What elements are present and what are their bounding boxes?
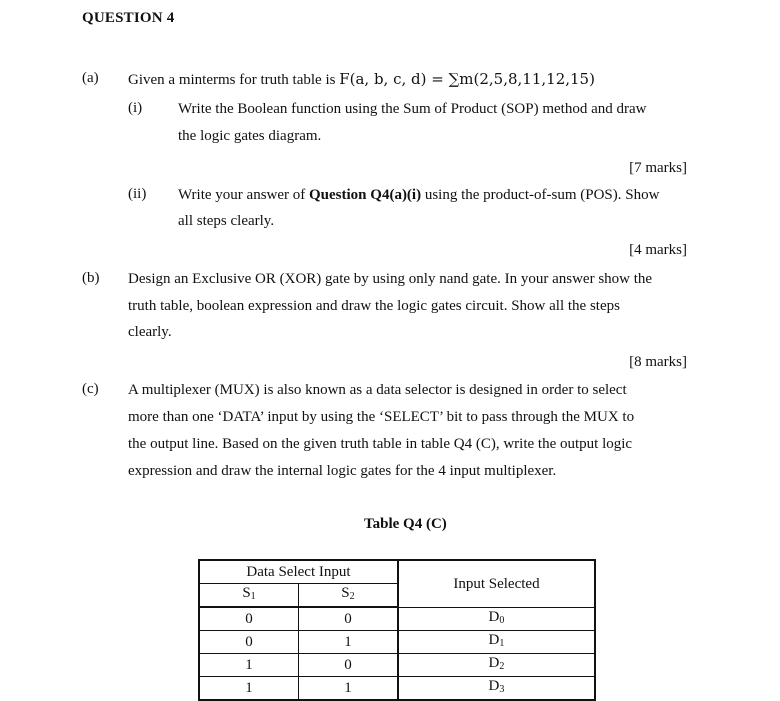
s1-cell: 0 bbox=[199, 630, 298, 653]
data-select-input-header: Data Select Input bbox=[199, 560, 398, 584]
part-c-line4: expression and draw the internal logic gates for the 4 input multiplexer. bbox=[128, 463, 557, 479]
s2-cell: 1 bbox=[298, 676, 397, 700]
part-a-i-marks: [7 marks] bbox=[629, 160, 687, 176]
input-selected-header: Input Selected bbox=[398, 560, 595, 607]
part-a-label: (a) bbox=[82, 70, 99, 86]
input-cell bbox=[398, 630, 595, 653]
part-a-ii-label: (ii) bbox=[128, 186, 147, 202]
part-c-line2: more than one ‘DATA’ input by using the ‘SELECT’ bit to pass through the MUX to bbox=[128, 409, 635, 425]
part-c-label: (c) bbox=[82, 381, 99, 397]
mux-truth-table bbox=[198, 559, 596, 701]
part-a-i-line2: the logic gates diagram. bbox=[178, 128, 322, 144]
question-title: QUESTION 4 bbox=[82, 10, 175, 26]
part-b-label: (b) bbox=[82, 270, 100, 286]
part-a-intro bbox=[128, 66, 595, 95]
s1-cell: 0 bbox=[199, 607, 298, 630]
input-base: D bbox=[488, 677, 500, 694]
s1-cell: 1 bbox=[199, 676, 298, 700]
part-b-line1: Design an Exclusive OR (XOR) gate by using only nand gate. In your answer show the bbox=[128, 271, 653, 287]
part-a-ii-pre: Write your answer of bbox=[178, 187, 306, 203]
part-c-line3: the output line. Based on the given truth table in table Q4 (C), write the output logic bbox=[128, 436, 633, 452]
part-b-line2: truth table, boolean expression and draw the logic gates circuit. Show all the steps bbox=[128, 298, 620, 314]
s2-cell: 1 bbox=[298, 630, 397, 653]
input-sub: 2 bbox=[499, 660, 505, 672]
input-base: D bbox=[488, 654, 500, 671]
s1-header bbox=[199, 584, 298, 608]
table-row bbox=[199, 630, 595, 653]
s1-header-base: S bbox=[242, 585, 251, 601]
part-a-i-line1: Write the Boolean function using the Sum of Product (SOP) method and draw bbox=[178, 101, 647, 117]
input-sub: 3 bbox=[499, 683, 505, 695]
part-a-ii-bold-ref: Question Q4(a)(i) bbox=[309, 187, 422, 203]
table-caption: Table Q4 (C) bbox=[364, 516, 447, 532]
s2-cell: 0 bbox=[298, 607, 397, 630]
part-a-ii-post: using the product-of-sum (POS). Show bbox=[424, 187, 660, 203]
part-b-line3: clearly. bbox=[128, 324, 172, 340]
part-a-i-label: (i) bbox=[128, 100, 143, 116]
input-sub: 0 bbox=[499, 614, 505, 626]
part-c-line1: A multiplexer (MUX) is also known as a data selector is designed in order to select bbox=[128, 382, 627, 398]
s2-header bbox=[298, 584, 397, 608]
part-a-ii-line2: all steps clearly. bbox=[178, 213, 275, 229]
part-b-marks: [8 marks] bbox=[629, 354, 687, 370]
input-cell bbox=[398, 607, 595, 630]
input-sub: 1 bbox=[499, 637, 505, 649]
table-row bbox=[199, 607, 595, 630]
minterm-formula: F(a, b, c, d) = ∑m(2,5,8,11,12,15) bbox=[339, 70, 595, 88]
s2-cell: 0 bbox=[298, 653, 397, 676]
table-row bbox=[199, 653, 595, 676]
s2-header-base: S bbox=[341, 585, 350, 601]
s1-cell: 1 bbox=[199, 653, 298, 676]
part-a-ii-marks: [4 marks] bbox=[629, 242, 687, 258]
input-base: D bbox=[488, 608, 500, 625]
input-base: D bbox=[488, 631, 500, 648]
part-a-intro-text: Given a minterms for truth table is bbox=[128, 72, 336, 88]
s2-header-sub: 2 bbox=[349, 591, 355, 602]
s1-header-sub: 1 bbox=[250, 591, 256, 602]
input-cell bbox=[398, 653, 595, 676]
part-a-ii-line1 bbox=[178, 182, 659, 210]
